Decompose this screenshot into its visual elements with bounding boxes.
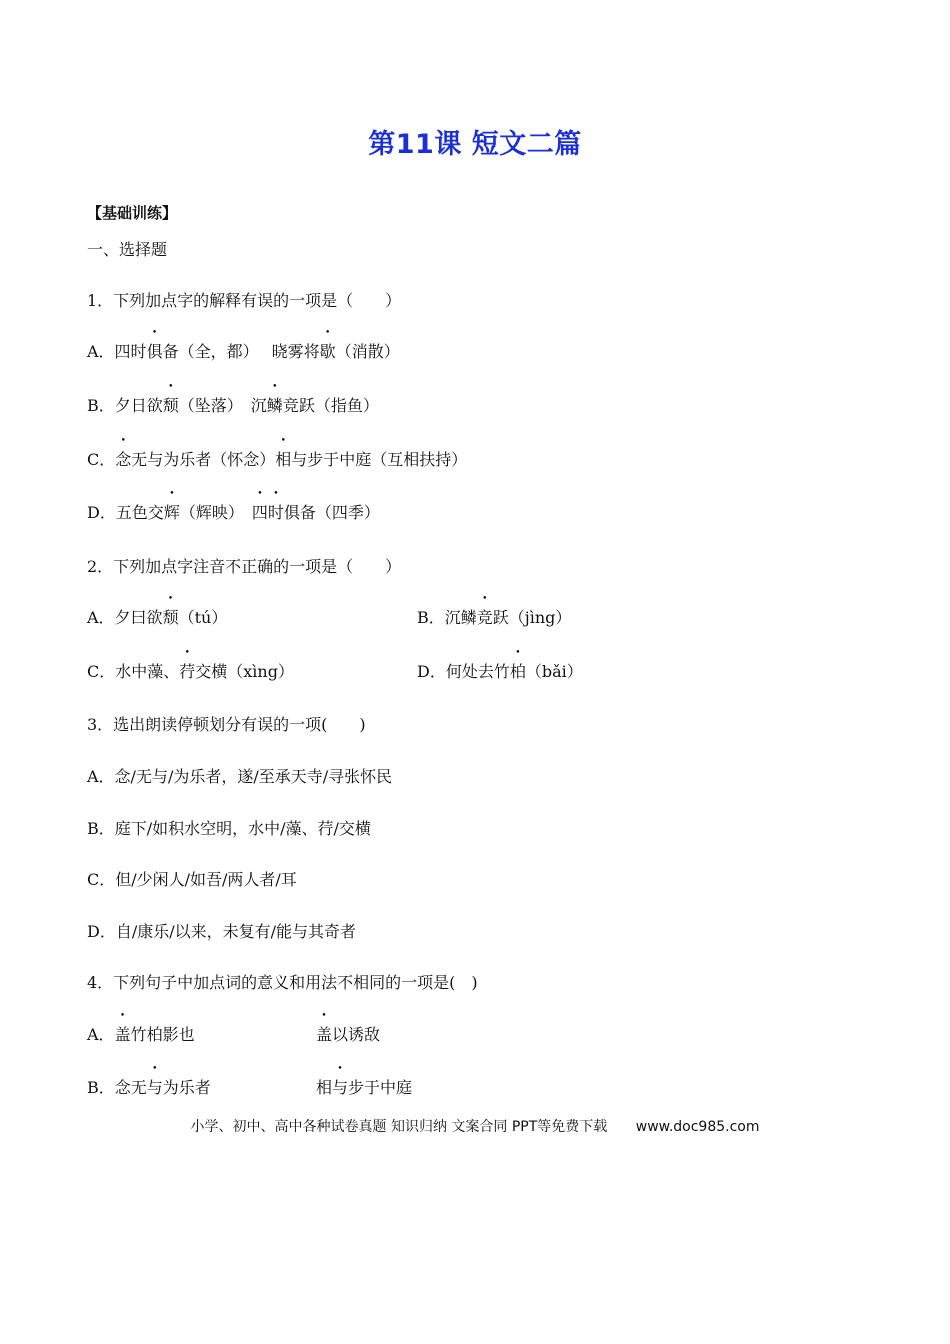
footer-text: 小学、初中、高中各种试卷真题 知识归纳 文案合同 PPT等免费下载 (190, 1119, 608, 1135)
q2-option-d: D．何处去竹柏（bǎi） (417, 662, 583, 681)
section-heading: 【基础训练】 (87, 204, 178, 222)
page-title: 第11课 短文二篇 (368, 129, 582, 160)
q3-stem: 3．选出朗读停顿划分有误的一项( ) (87, 715, 366, 734)
q1-option-a: A．四时俱备（全，都） 晓雾将歇（消散） (87, 342, 400, 361)
q2-option-b: B．沉鳞竞跃（jìng） (417, 608, 572, 627)
q1-option-c: C．念无与为乐者（怀念）相与步于中庭（互相扶持） (87, 450, 468, 469)
q1-option-d: D．五色交辉（辉映） 四时俱备（四季） (87, 503, 380, 522)
q4-stem: 4．下列句子中加点词的意义和用法不相同的一项是( ) (87, 973, 478, 992)
page-footer (0, 1116, 950, 1136)
q4-option-a-right: 盖以诱敌 (316, 1025, 381, 1044)
q1-option-b: B．夕日欲颓（坠落） 沉鳞竞跃（指鱼） (87, 396, 379, 415)
q3-option-b: B．庭下/如积水空明，水中/藻、荇/交横 (87, 819, 371, 838)
q3-option-d: D．自/康乐/以来，未复有/能与其奇者 (87, 922, 357, 941)
q4-option-a-left: A．盖竹柏影也 (87, 1025, 195, 1044)
q2-stem: 2．下列加点字注音不正确的一项是（ ） (87, 557, 402, 576)
q2-option-c: C．水中藻、荇交横（xìng） (87, 662, 294, 681)
q4-option-b-left: B．念无与为乐者 (87, 1078, 211, 1097)
q4-option-b-right: 相与步于中庭 (316, 1078, 413, 1097)
section-type: 一、选择题 (87, 240, 168, 259)
q1-stem: 1．下列加点字的解释有误的一项是（ ） (87, 291, 402, 310)
q3-option-c: C．但/少闲人/如吾/两人者/耳 (87, 870, 297, 889)
footer-url[interactable]: www.doc985.com (635, 1119, 760, 1135)
q2-option-a: A．夕曰欲颓（tú） (87, 608, 228, 627)
q3-option-a: A．念/无与/为乐者，遂/至承天寺/寻张怀民 (87, 767, 393, 786)
